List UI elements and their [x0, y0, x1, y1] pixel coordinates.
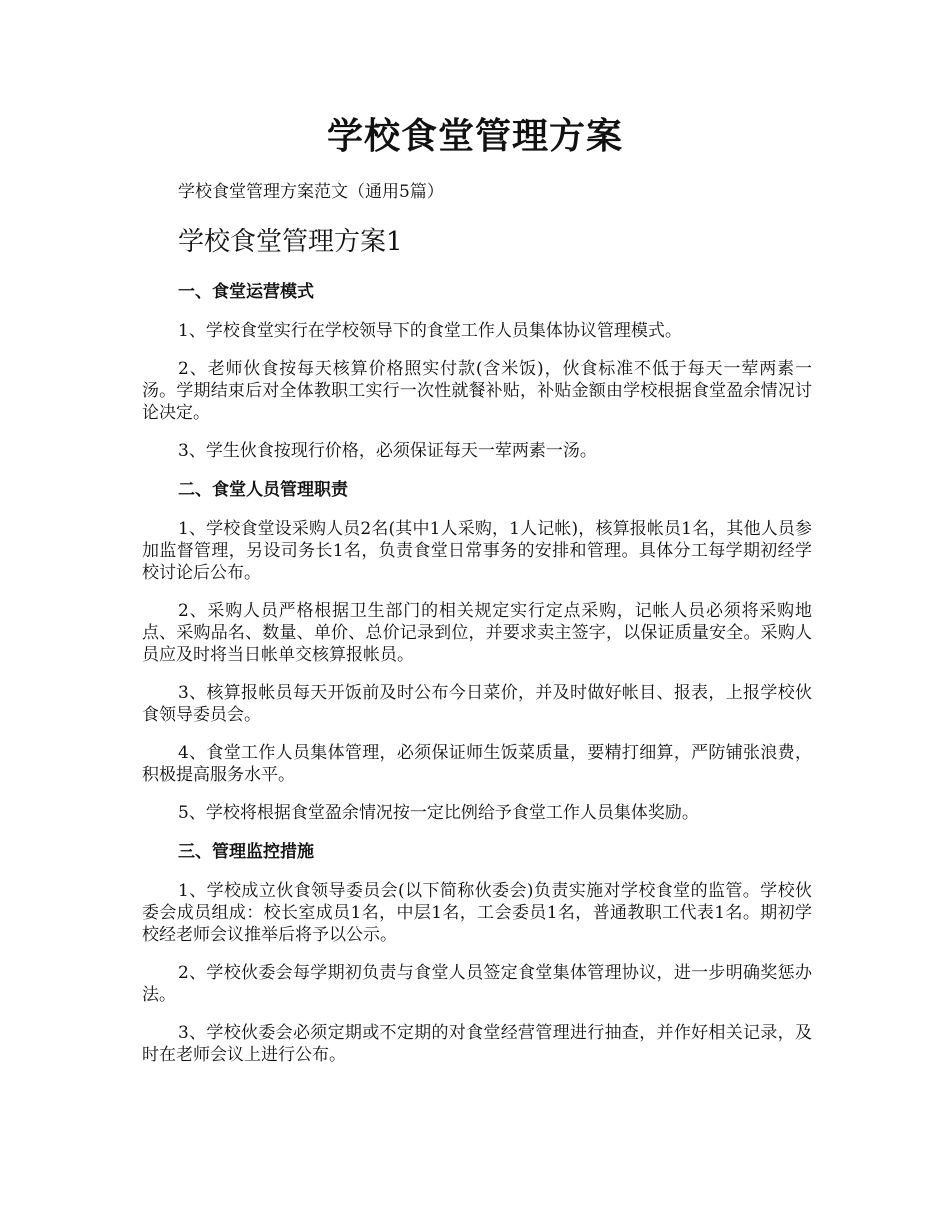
paragraph: 1、学校食堂实行在学校领导下的食堂工作人员集体协议管理模式。	[178, 321, 682, 341]
paragraph: 1、学校食堂设采购人员2名(其中1人采购，1人记帐)，核算报帐员1名，其他人员参加监督管理，另设司务长1名，负责食堂日常事务的安排和管理。具体分工每学期初经学校讨论后公布。	[142, 519, 812, 583]
section-heading: 二、食堂人员管理职责	[178, 480, 348, 500]
section-heading: 三、管理监控措施	[178, 842, 314, 862]
paragraph: 2、学校伙委会每学期初负责与食堂人员签定食堂集体管理协议，进一步明确奖惩办法。	[142, 963, 812, 1005]
paragraph: 3、核算报帐员每天开饭前及时公布今日菜价，并及时做好帐目、报表，上报学校伙食领导委员会。	[142, 683, 812, 725]
section-title: 学校食堂管理方案1	[178, 227, 403, 257]
document-body	[142, 280, 812, 1082]
document-title: 学校食堂管理方案	[326, 115, 623, 157]
paragraph: 4、食堂工作人员集体管理，必须保证师生饭菜质量，要精打细算，严防铺张浪费，积极提高服务水平。	[142, 743, 812, 785]
paragraph: 3、学校伙委会必须定期或不定期的对食堂经营管理进行抽查，并作好相关记录，及时在老师会议上进行公布。	[142, 1023, 812, 1065]
paragraph: 1、学校成立伙食领导委员会(以下简称伙委会)负责实施对学校食堂的监管。学校伙委会成员组成：校长室成员1名，中层1名，工会委员1名，普通教职工代表1名。期初学校经老师会议推举后将予以公示。	[142, 881, 812, 945]
paragraph: 2、采购人员严格根据卫生部门的相关规定实行定点采购，记帐人员必须将采购地点、采购品名、数量、单价、总价记录到位，并要求卖主签字，以保证质量安全。采购人员应及时将当日帐单交核算报帐员。	[142, 601, 812, 665]
section-heading: 一、食堂运营模式	[178, 282, 314, 302]
document-subtitle: 学校食堂管理方案范文（通用5篇）	[178, 182, 444, 202]
paragraph: 2、老师伙食按每天核算价格照实付款(含米饭)，伙食标准不低于每天一荤两素一汤。学期结束后对全体教职工实行一次性就餐补贴，补贴金额由学校根据食堂盈余情况讨论决定。	[142, 359, 812, 423]
paragraph: 5、学校将根据食堂盈余情况按一定比例给予食堂工作人员集体奖励。	[178, 803, 699, 823]
paragraph: 3、学生伙食按现行价格，必须保证每天一荤两素一汤。	[178, 441, 597, 461]
